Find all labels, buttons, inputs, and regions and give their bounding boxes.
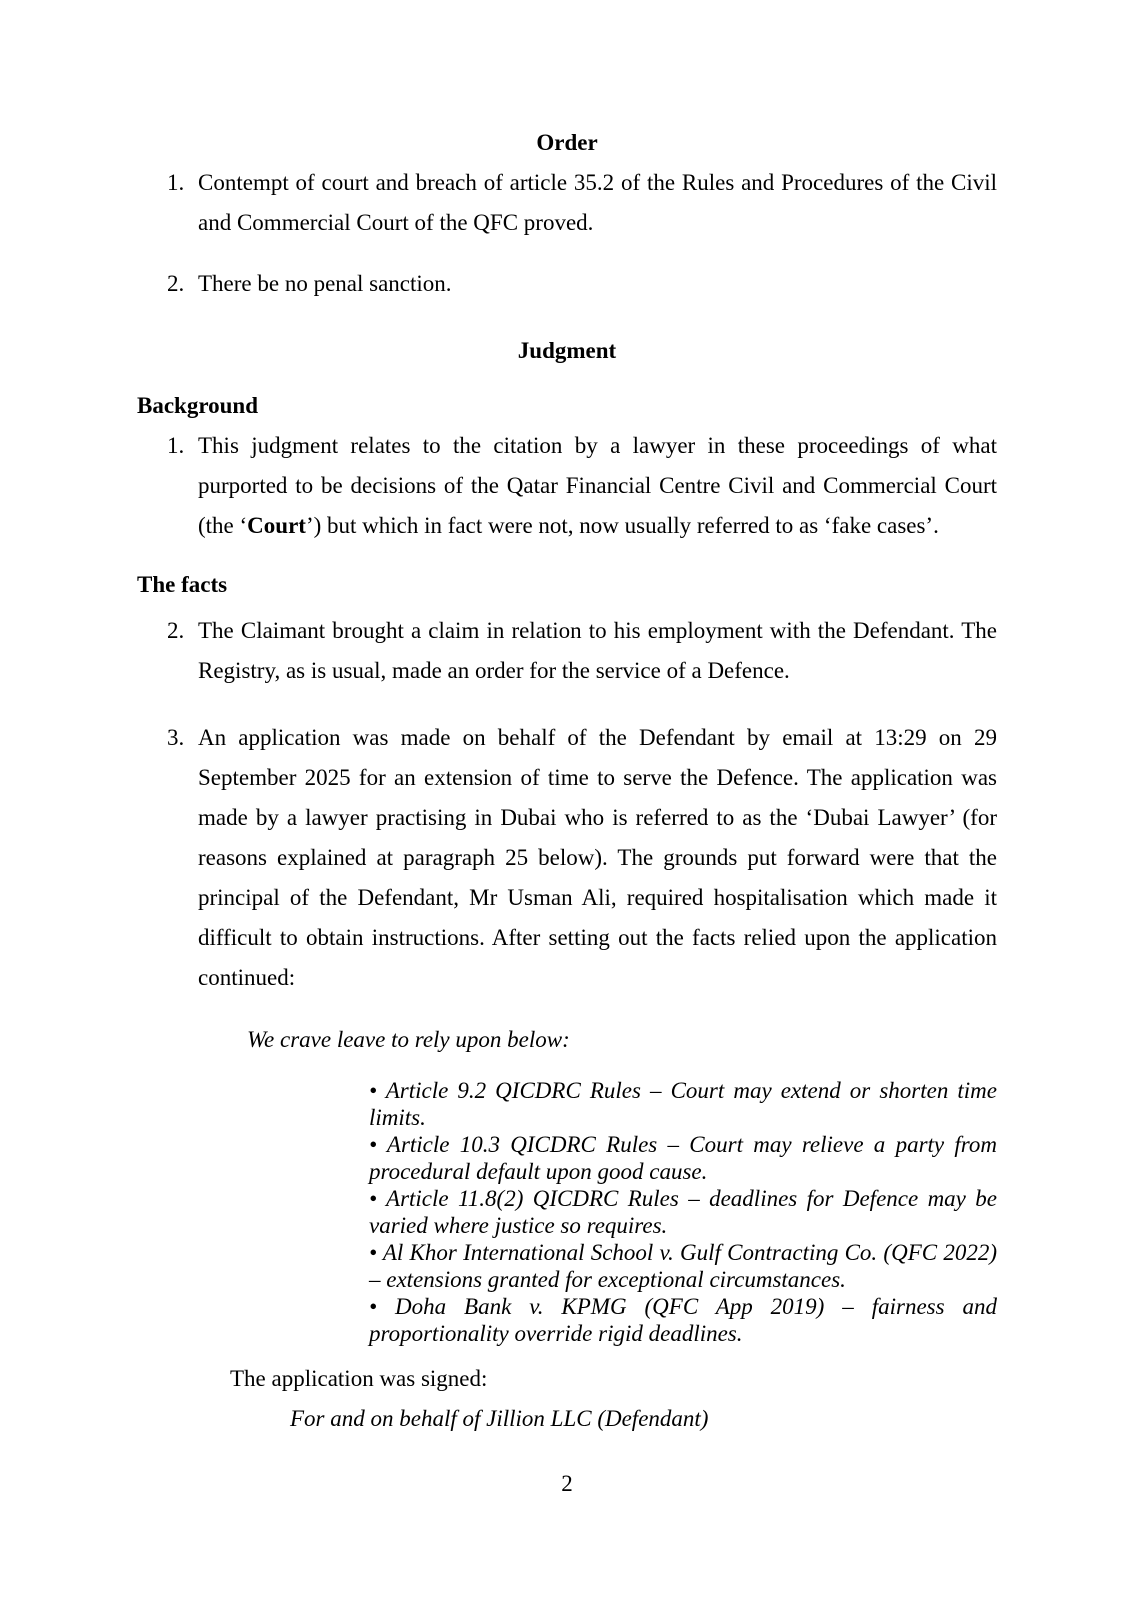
facts-heading: The facts [137, 572, 228, 597]
quote-bullet-3: • Article 11.8(2) QICDRC Rules – deadlines for Defence may be varied where justice so requires. [369, 1186, 997, 1238]
list-number: 2. [167, 271, 185, 296]
facts-item-2-text: The Claimant brought a claim in relation to his employment with the Defendant. The Registry, as is usual, made an order for the service of a Defence. [198, 618, 997, 683]
background-item-1-bold-term: Court [247, 513, 306, 538]
facts-item-3 [137, 718, 997, 998]
background-item-1-pre: This judgment relates to the citation by a lawyer in these proceedings of what purported to be decisions of the Qatar Financial Centre Civil and Commercial Court (the ‘ [198, 433, 997, 538]
order-heading: Order [536, 130, 598, 155]
facts-item-2 [137, 611, 997, 691]
quote-bullet-5: • Doha Bank v. KPMG (QFC App 2019) – fairness and proportionality override rigid deadlines. [369, 1294, 997, 1346]
quote-bullet-2: • Article 10.3 QICDRC Rules – Court may relieve a party from procedural default upon good cause. [369, 1132, 997, 1184]
background-item-1-text [198, 433, 997, 538]
background-item-1 [137, 426, 997, 546]
signed-by-line: For and on behalf of Jillion LLC (Defendant) [290, 1406, 709, 1431]
list-number: 3. [167, 725, 185, 750]
signed-intro: The application was signed: [230, 1366, 488, 1391]
quote-bullet-list [369, 1077, 997, 1347]
facts-item-3-text: An application was made on behalf of the Defendant by email at 13:29 on 29 September 2025 for an extension of time to serve the Defence. The application was made by a lawyer practising in Dubai who is referred to as the ‘Dubai Lawyer’ (for reasons explained at paragraph 25 below). The grounds put forward were that the principal of the Defendant, Mr Usman Ali, required hospitalisation which made it difficult to obtain instructions. After setting out the facts relied upon the application continued: [198, 725, 997, 990]
order-item-2-text: There be no penal sanction. [198, 271, 452, 296]
quote-intro: We crave leave to rely upon below: [247, 1027, 570, 1052]
page-number: 2 [561, 1471, 573, 1496]
background-heading: Background [137, 393, 259, 418]
quote-bullet-1: • Article 9.2 QICDRC Rules – Court may extend or shorten time limits. [369, 1078, 997, 1130]
list-number: 2. [167, 618, 185, 643]
list-number: 1. [167, 433, 185, 458]
background-item-1-post: ’) but which in fact were not, now usually referred to as ‘fake cases’. [305, 513, 939, 538]
order-item-1 [137, 163, 997, 243]
quote-bullet-4: • Al Khor International School v. Gulf Contracting Co. (QFC 2022) – extensions granted for exceptional circumstances. [369, 1240, 997, 1292]
list-number: 1. [167, 170, 185, 195]
order-item-2 [137, 264, 997, 304]
judgment-heading: Judgment [517, 338, 617, 363]
order-item-1-text: Contempt of court and breach of article 35.2 of the Rules and Procedures of the Civil and Commercial Court of the QFC proved. [198, 170, 997, 235]
